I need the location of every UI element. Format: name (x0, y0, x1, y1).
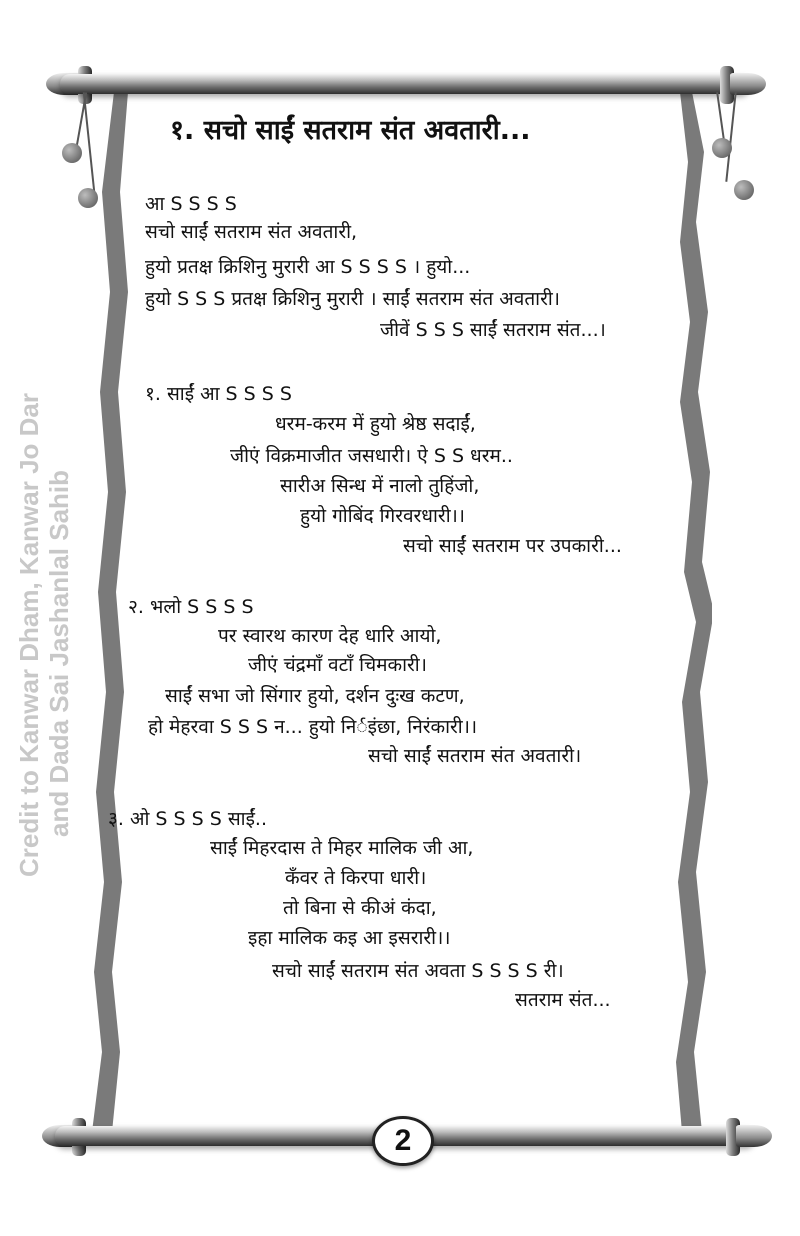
lyric-line: हुयो प्रतक्ष क्रिशिनु मुरारी आ S S S S । हुयो... (145, 256, 471, 278)
page-title: १. सचो साईं सतराम संत अवतारी... (170, 115, 531, 146)
lyric-line: जीवें S S S साईं सतराम संत...। (380, 319, 606, 341)
credit-line-2: and Dada Sai Jashanlal Sahib (44, 469, 74, 837)
top-rod (60, 74, 750, 94)
lyric-line: सचो साईं सतराम संत अवतारी। (368, 745, 582, 767)
verse-heading: २. भलो S S S S (128, 596, 254, 618)
page-number: 2 (372, 1116, 434, 1166)
lyric-line: हुयो S S S प्रतक्ष क्रिशिनु मुरारी । साईं सतराम संत अवतारी। (145, 288, 560, 310)
rod-knob-right-icon (736, 1125, 772, 1147)
verse-heading: १. साईं आ S S S S (145, 383, 292, 405)
lyric-line: कँवर ते किरपा धारी। (285, 867, 427, 889)
lyric-line: आ S S S S (145, 193, 237, 215)
lyric-line: धरम-करम में हुयो श्रेष्ठ सदाईं, (275, 413, 476, 435)
lyric-line: जीएं विक्रमाजीत जसधारी। ऐ S S धरम.. (230, 445, 513, 467)
lyric-line: पर स्वारथ कारण देह धारि आयो, (218, 625, 442, 647)
lyric-line: साईं मिहरदास ते मिहर मालिक जी आ, (210, 837, 474, 859)
lyric-line: सतराम संत... (515, 989, 611, 1011)
lyric-line: साईं सभा जो सिंगार हुयो, दर्शन दुःख कटण, (165, 685, 465, 707)
lyric-line: सचो साईं सतराम संत अवतारी, (145, 221, 358, 243)
lyric-line: सचो साईं सतराम पर उपकारी... (403, 535, 622, 557)
verse-heading: ३. ओ S S S S साईं.. (108, 808, 268, 830)
lyric-line: सचो साईं सतराम संत अवता S S S S री। (272, 960, 564, 982)
bead-icon (62, 143, 82, 163)
lyric-line: इहा मालिक कइ आ इसरारी।। (248, 927, 451, 949)
credit-line-1: Credit to Kanwar Dham, Kanwar Jo Dar (14, 393, 44, 877)
lyric-line: सारीअ सिन्ध में नालो तुहिंजो, (280, 475, 480, 497)
credit-watermark (14, 325, 74, 885)
bead-icon (78, 188, 98, 208)
bead-icon (734, 180, 754, 200)
lyric-line: हुयो गोबिंद गिरवरधारी।। (300, 505, 466, 527)
lyric-line: हो मेहरवा S S S न... हुयो निर्इंछा, निरंकारी।। (148, 716, 478, 738)
hanging-string (725, 92, 736, 182)
lyric-line: तो बिना से कीअं कंदा, (283, 897, 437, 919)
bead-icon (712, 138, 732, 158)
lyric-line: जीएं चंद्रमाँ वटाँ चिमकारी। (248, 654, 427, 676)
